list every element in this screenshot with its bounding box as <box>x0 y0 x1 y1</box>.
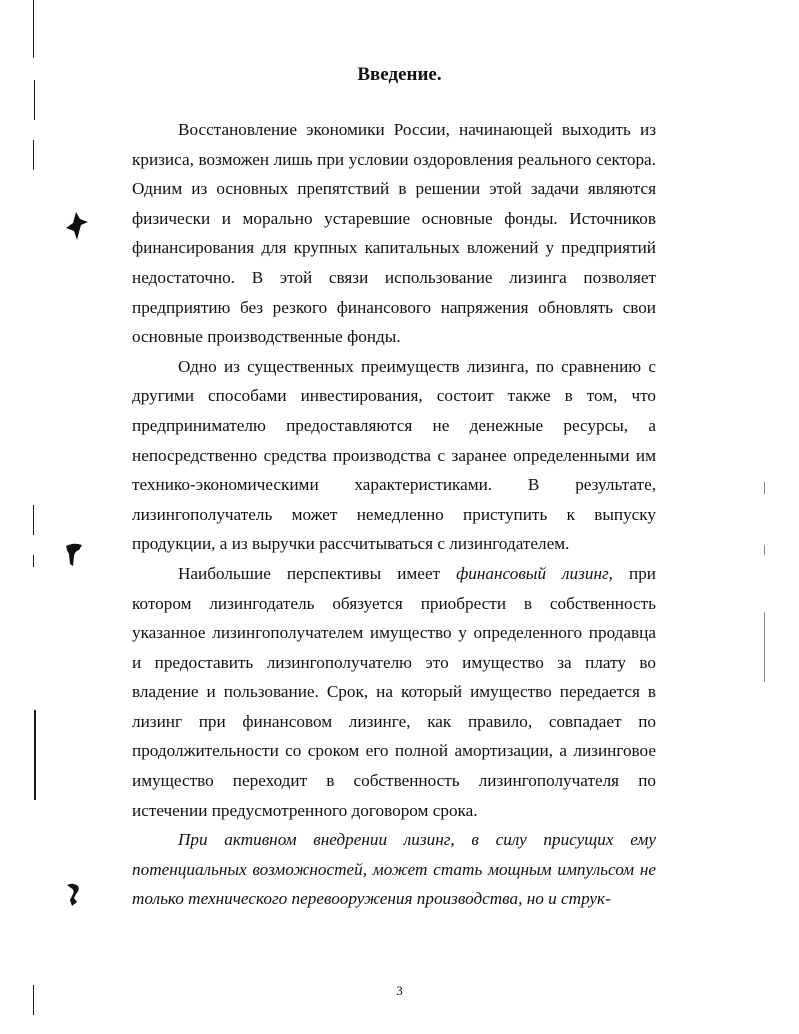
scan-edge-line <box>34 710 36 800</box>
scan-blot <box>64 542 84 568</box>
scan-edge-line <box>764 612 765 682</box>
scan-edge-line <box>33 0 34 58</box>
page-number: 3 <box>396 983 403 998</box>
scan-edge-line <box>764 545 765 555</box>
scan-edge-line <box>34 80 35 120</box>
scan-edge-line <box>33 140 34 170</box>
paragraph <box>132 559 656 825</box>
scan-edge-line <box>764 482 765 494</box>
scan-blot <box>64 210 90 242</box>
paragraph-text: при котором лизингодатель обязуется приобрести в собственность указанное лизингополучателем имущество у определенного продавца и предоставить лизингополучателю это имущество за плату во владение и пользование. Срок, на который имущество передается в лизинг при финансовом лизинге, как правило, совпадает по продолжительности со сроком его полной амортизации, а лизинговое имущество переходит в собственность лизингополучателя по истечении предусмотренного договором срока. <box>132 563 656 820</box>
body-text <box>132 115 656 914</box>
scan-edge-line <box>33 505 34 535</box>
paragraph: Восстановление экономики России, начинающей выходить из кризиса, возможен лишь при условии оздоровления реального сектора. Одним из основных препятствий в решении этой задачи являются физически и морально устаревшие основные фонды. Источников финансирования для крупных капитальных вложений у предприятий недостаточно. В этой связи использование лизинга позволяет предприятию без резкого финансового напряжения обновлять свои основные производственные фонды. <box>132 120 656 347</box>
paragraph: При активном внедрении лизинг, в силу присущих ему потенциальных возможностей, может стать мощным импульсом не только технического перевооружения производства, но и струк- <box>132 830 656 909</box>
scan-blot <box>64 882 82 908</box>
page-title: Введение. <box>357 64 442 85</box>
scan-edge-line <box>33 555 34 567</box>
paragraph-text: Наибольшие перспективы имеет <box>178 563 457 583</box>
paragraph: Одно из существенных преимуществ лизинга, по сравнению с другими способами инвестирования, состоит также в том, что предпринимателю предоставляются не денежные ресурсы, а непосредственно средства производства с заранее определенными им технико-экономическими характеристиками. В результате, лизингополучатель может немедленно приступить к выпуску продукции, а из выручки рассчитываться с лизингодателем. <box>132 356 656 554</box>
emphasized-term: финансовый лизинг, <box>456 563 613 583</box>
